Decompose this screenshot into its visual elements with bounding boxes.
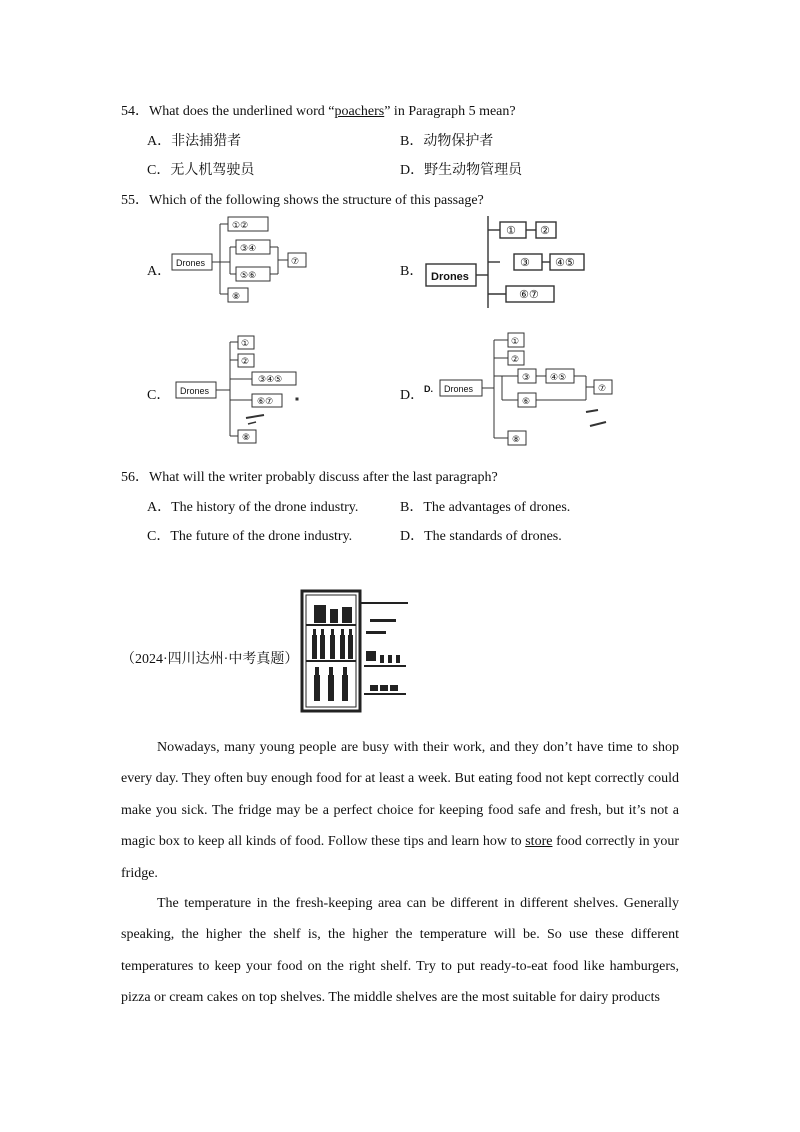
option-letter: A <box>147 264 158 279</box>
separator: ． <box>156 529 171 544</box>
diagram-root-label: Drones <box>180 386 210 396</box>
diagram-box-label: ④⑤ <box>550 372 567 382</box>
option-letter: D <box>400 388 411 403</box>
paragraph-text: Nowadays, many young people are busy with their work, and they don’t have time to shop every day. They often buy enough food for at least a week. But eating food not kept correctly could make you sick. The fridge may be a perfect choice for keeping food safe and fresh, but it’s not a magic box to keep all kinds of food. Follow these tips and learn how to <box>121 740 679 850</box>
underlined-word: store <box>525 834 553 850</box>
option-54-c[interactable] <box>147 159 254 179</box>
option-letter: B <box>400 500 410 515</box>
option-letter: C <box>147 529 157 544</box>
separator: ． <box>135 193 149 208</box>
option-letter: A <box>147 134 158 149</box>
diagram-box-label: ① <box>241 338 250 348</box>
passage-paragraph-1 <box>121 732 679 889</box>
stem-text: ” in Paragraph 5 mean? <box>384 104 516 119</box>
separator: ． <box>157 264 172 279</box>
option-text: The standards of drones. <box>424 529 562 544</box>
diagram-box-label: ⑦ <box>291 256 300 266</box>
stem-text: What does the underlined word “ <box>149 104 335 119</box>
question-number: 55 <box>121 193 135 208</box>
question-number: 54 <box>121 104 135 119</box>
separator: ． <box>156 163 171 178</box>
diagram-box-label: ③④ <box>240 243 257 253</box>
option-55-a-label[interactable] <box>147 260 171 280</box>
diagram-box-label: ⑥⑦ <box>519 289 539 301</box>
separator: ． <box>410 163 425 178</box>
diagram-box-label: ①② <box>232 220 249 230</box>
diagram-box-label: ⑦ <box>598 383 607 393</box>
underlined-word: poachers <box>334 104 385 119</box>
separator: ． <box>409 500 424 515</box>
separator: ． <box>156 388 171 403</box>
option-54-d[interactable] <box>400 159 522 179</box>
separator: ． <box>135 104 149 119</box>
stem-text: Which of the following shows the structure of this passage? <box>149 193 484 208</box>
option-text: 无人机驾驶员 <box>170 163 255 178</box>
source-label: （2024·四川达州·中考真题） <box>121 652 299 667</box>
option-56-b[interactable] <box>400 496 570 516</box>
diagram-box-label: ② <box>241 356 250 366</box>
option-54-a[interactable] <box>147 130 241 150</box>
option-text: The history of the drone industry. <box>171 500 359 515</box>
option-55-b-label[interactable] <box>400 260 423 280</box>
option-text: The advantages of drones. <box>423 500 571 515</box>
option-letter: A <box>147 500 158 515</box>
diagram-box-label: ⑥ <box>522 396 531 406</box>
option-letter: C <box>147 163 157 178</box>
option-text: 动物保护者 <box>423 134 494 149</box>
option-letter: B <box>400 134 410 149</box>
option-text: 非法捕猎者 <box>171 134 242 149</box>
diagram-box-label: ① <box>506 225 516 237</box>
option-56-c[interactable] <box>147 525 352 545</box>
option-letter: C <box>147 388 157 403</box>
question-54-stem <box>121 100 516 120</box>
diagram-root-label: Drones <box>431 271 469 283</box>
diagram-box-label: ⑧ <box>512 434 521 444</box>
passage-paragraph-2 <box>121 888 679 1014</box>
separator: ． <box>410 388 425 403</box>
option-55-c-label[interactable] <box>147 384 170 404</box>
separator: ． <box>135 470 149 485</box>
fridge-illustration <box>300 589 412 713</box>
separator: ． <box>410 529 425 544</box>
separator: ． <box>409 134 424 149</box>
diagram-c <box>172 332 308 446</box>
diagram-box-label: ③ <box>520 257 530 269</box>
diagram-inner-letter: D. <box>424 384 433 394</box>
diagram-box-label: ③④⑤ <box>258 374 283 384</box>
option-letter: D <box>400 163 411 178</box>
option-letter: B <box>400 264 410 279</box>
diagram-box-label: ⑧ <box>232 291 241 301</box>
diagram-b <box>424 214 604 312</box>
diagram-box-label: ② <box>540 225 550 237</box>
option-54-b[interactable] <box>400 130 493 150</box>
option-letter: D <box>400 529 411 544</box>
diagram-box-label: ③ <box>522 372 531 382</box>
diagram-box-label: ⑥⑦ <box>257 396 274 406</box>
paragraph-text: The temperature in the fresh-keeping area can be different in different shelves. Generally speaking, the higher the shelf is, the higher the temperature will be. So use these different temperatures to keep your food on the right shelf. Try to put ready-to-eat food like hamburgers, pizza or cream cakes on top shelves. The middle shelves are the most suitable for dairy products <box>121 896 679 1006</box>
stem-text: What will the writer probably discuss after the last paragraph? <box>149 470 498 485</box>
option-56-a[interactable] <box>147 496 358 516</box>
option-55-d-label[interactable] <box>400 384 424 404</box>
diagram-root-label: Drones <box>444 384 474 394</box>
question-number: 56 <box>121 470 135 485</box>
diagram-root-label: Drones <box>176 258 206 268</box>
separator: ． <box>157 134 172 149</box>
diagram-box-label: ① <box>511 336 520 346</box>
diagram-a <box>170 212 320 308</box>
diagram-box-label: ④⑤ <box>555 257 575 269</box>
option-56-d[interactable] <box>400 525 562 545</box>
question-56-stem <box>121 466 498 486</box>
option-text: The future of the drone industry. <box>170 529 353 544</box>
diagram-d <box>422 330 618 448</box>
separator: ． <box>409 264 424 279</box>
question-55-stem <box>121 189 484 209</box>
diagram-box-label: ⑤⑥ <box>240 270 257 280</box>
option-text: 野生动物管理员 <box>424 163 523 178</box>
separator: ． <box>157 500 172 515</box>
diagram-box-label: ⑧ <box>242 432 251 442</box>
paragraph-text: food correctly in your fridge. <box>121 834 679 881</box>
diagram-box-label: ② <box>511 354 520 364</box>
